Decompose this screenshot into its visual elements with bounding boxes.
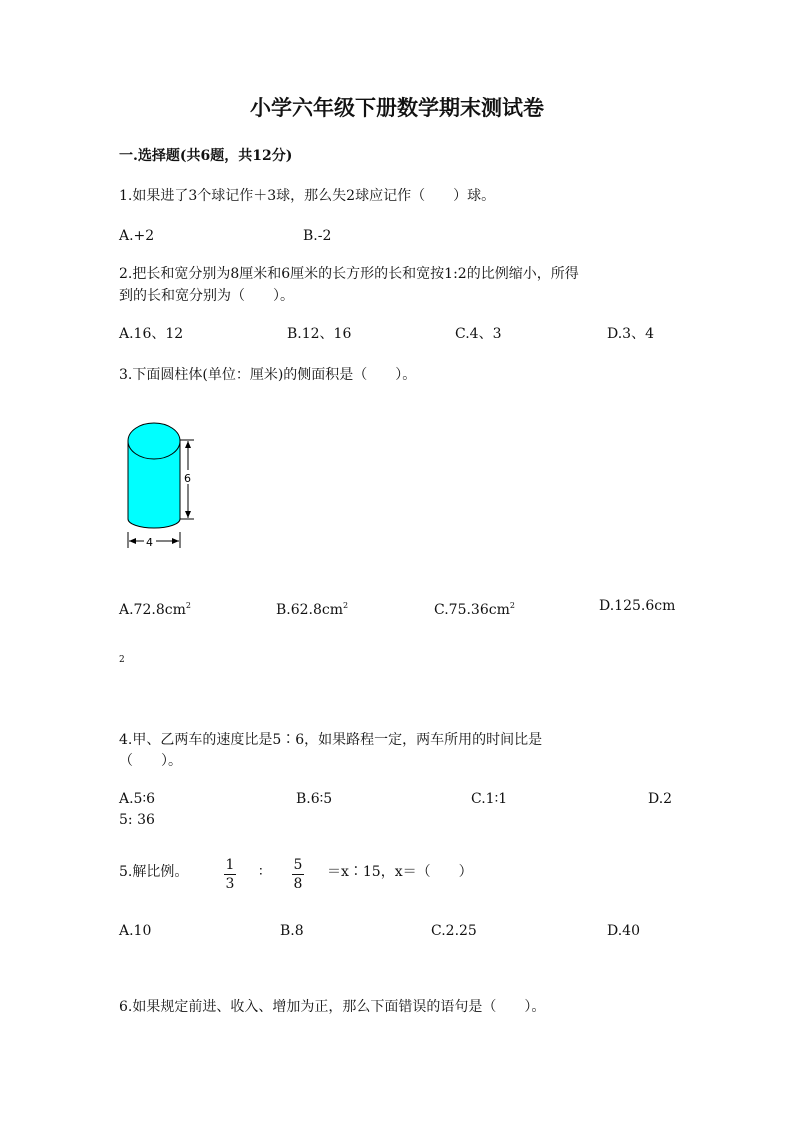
- ratio-colon: ∶: [259, 864, 263, 880]
- q5-option-c: C.2.25: [431, 923, 477, 939]
- q1-option-b: B.-2: [303, 228, 332, 244]
- question-3-text: 3.下面圆柱体(单位：厘米)的侧面积是（ ）。: [119, 367, 417, 383]
- fraction-1-numerator: 1: [225, 857, 235, 873]
- question-2-line-1: 2.把长和宽分别为8厘米和6厘米的长方形的长和宽按1:2的比例缩小，所得: [119, 266, 579, 282]
- question-5-suffix: ＝x∶15，x＝（ ）: [327, 864, 473, 880]
- q4-option-d-continued: 5: 36: [119, 812, 155, 828]
- q2-option-d: D.3、4: [607, 326, 654, 342]
- q3-option-b: $B.62.8cm^2$: [276, 601, 349, 618]
- fraction-2-denominator: 8: [293, 876, 303, 892]
- section-heading: 一.选择题(共6题，共12分): [119, 148, 293, 164]
- fraction-2-numerator: 5: [293, 857, 303, 873]
- diameter-label: 4: [146, 536, 153, 549]
- fraction-1-bar: [224, 874, 236, 875]
- question-2-line-2: 到的长和宽分别为（ ）。: [119, 288, 294, 304]
- q3-option-a: $A.72.8cm^2$: [119, 601, 191, 618]
- question-6-text: 6.如果规定前进、收入、增加为正，那么下面错误的语句是（ ）。: [119, 999, 546, 1015]
- question-4-line-1: 4.甲、乙两车的速度比是5∶6，如果路程一定，两车所用的时间比是: [119, 732, 543, 748]
- q4-option-a: A.5∶6: [119, 791, 156, 807]
- q4-option-b: B.6∶5: [296, 791, 333, 807]
- page-title: 小学六年级下册数学期末测试卷: [250, 95, 544, 120]
- q4-option-d: D.2: [648, 791, 673, 807]
- fraction-1-denominator: 3: [225, 876, 235, 892]
- q2-option-a: A.16、12: [119, 326, 184, 342]
- question-5-prefix: 5.解比例。: [119, 864, 189, 880]
- cylinder-figure: [118, 414, 208, 554]
- q3-option-d-exponent: 2: [119, 655, 125, 665]
- q1-option-a: A.+2: [119, 228, 155, 244]
- fraction-2-bar: [292, 874, 304, 875]
- q5-option-d: D.40: [607, 923, 640, 939]
- q3-option-c: $C.75.36cm^2$: [434, 601, 515, 618]
- q5-option-b: B.8: [280, 923, 304, 939]
- question-1-text: 1.如果进了3个球记作＋3球，那么失2球应记作（ ）球。: [119, 188, 496, 204]
- q5-option-a: A.10: [119, 923, 152, 939]
- q4-option-c: C.1∶1: [471, 791, 508, 807]
- height-label: 6: [184, 472, 191, 485]
- question-4-line-2: （ ）。: [119, 753, 182, 769]
- q3-option-d: D.125.6cm: [599, 598, 676, 614]
- q2-option-c: C.4、3: [455, 326, 502, 342]
- q2-option-b: B.12、16: [287, 326, 352, 342]
- cylinder-top: [128, 423, 180, 459]
